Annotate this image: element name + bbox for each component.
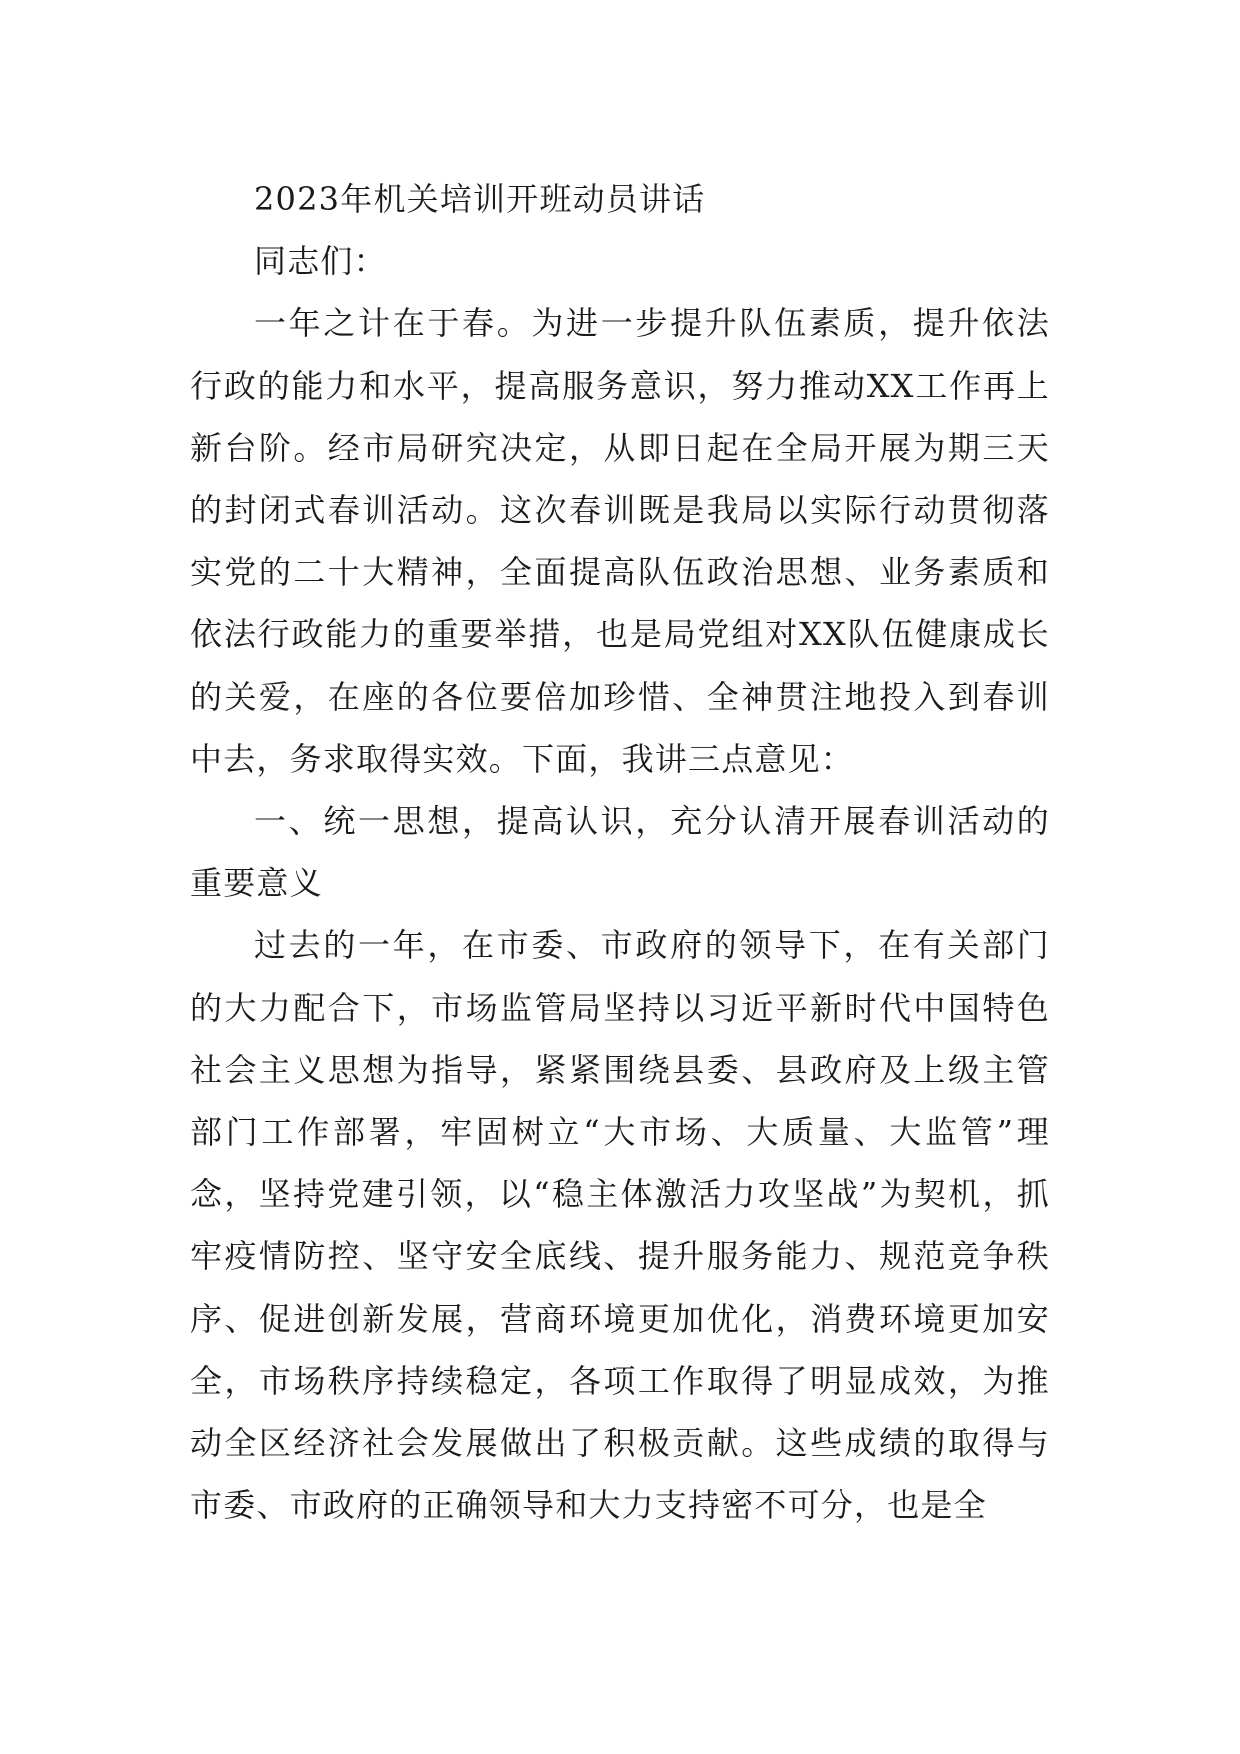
document-title: 2023年机关培训开班动员讲话 (254, 180, 706, 218)
section-heading-one: 一、统一思想，提高认识，充分认清开展春训活动的重要意义 (190, 802, 1050, 903)
document-body (190, 168, 1050, 1536)
body-paragraph-review: 过去的一年，在市委、市政府的领导下，在有关部门的大力配合下，市场监管局坚持以习近平新时代中国特色社会主义思想为指导，紧紧围绕县委、县政府及上级主管部门工作部署，牢固树立“大市场、大质量、大监管”理念，坚持党建引领，以“稳主体激活力攻坚战”为契机，抓牢疫情防控、坚守安全底线、提升服务能力、规范竞争秩序、促进创新发展，营商环境更加优化，消费环境更加安全，市场秩序持续稳定，各项工作取得了明显成效，为推动全区经济社会发展做出了积极贡献。这些成绩的取得与市委、市政府的正确领导和大力支持密不可分，也是全 (190, 926, 1050, 1525)
salutation: 同志们： (254, 242, 387, 281)
body-paragraph-intro: 一年之计在于春。为进一步提升队伍素质，提升依法行政的能力和水平，提高服务意识，努力推动XX工作再上新台阶。经市局研究决定，从即日起在全局开展为期三天的封闭式春训活动。这次春训既是我局以实际行动贯彻落实党的二十大精神，全面提高队伍政治思想、业务素质和依法行政能力的重要举措，也是局党组对XX队伍健康成长的关爱，在座的各位要倍加珍惜、全神贯注地投入到春训中去，务求取得实效。下面，我讲三点意见： (190, 304, 1050, 778)
